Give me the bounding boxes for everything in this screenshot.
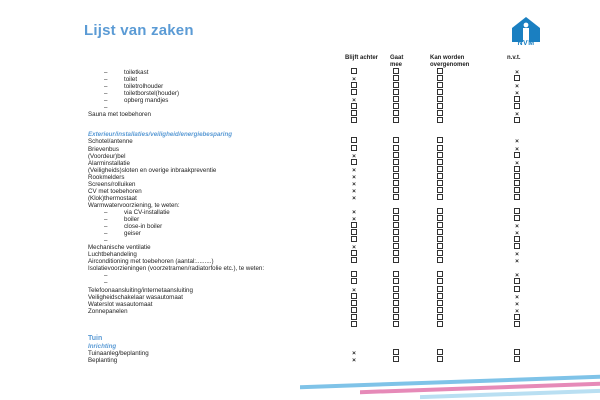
checkbox[interactable] xyxy=(391,258,401,265)
col-header-kan-worden-overgenomen: Kan worden overgenomen xyxy=(430,55,470,68)
table-row xyxy=(88,308,528,315)
checkbox[interactable] xyxy=(435,357,445,364)
checked-box[interactable]: × xyxy=(515,69,519,76)
table-row xyxy=(88,230,528,237)
checked-box[interactable]: × xyxy=(515,230,519,238)
row-label: Telefoonaansluiting/internetaansluiting xyxy=(88,286,193,294)
checked-box[interactable]: × xyxy=(352,349,356,357)
row-dash: – xyxy=(104,272,108,280)
row-dash: – xyxy=(104,97,108,105)
table-row xyxy=(88,167,528,174)
checkbox[interactable] xyxy=(512,118,522,125)
row-label: Mechanische ventilatie xyxy=(88,244,151,252)
table-row xyxy=(88,244,528,251)
row-label: (Klok)thermostaat xyxy=(88,194,137,202)
table-row xyxy=(88,181,528,188)
table-row xyxy=(88,195,528,202)
checkbox[interactable] xyxy=(512,216,522,223)
table-row xyxy=(88,188,528,195)
row-label: boiler xyxy=(124,216,140,223)
checkbox[interactable] xyxy=(512,322,522,329)
row-label: Tuin xyxy=(88,334,103,342)
checkbox[interactable] xyxy=(349,237,359,244)
table-row xyxy=(88,350,528,357)
checked-box[interactable]: × xyxy=(515,307,519,315)
table-row xyxy=(88,118,528,125)
table-row xyxy=(88,160,528,167)
checkbox[interactable] xyxy=(349,118,359,125)
table-row xyxy=(88,258,528,265)
table-row xyxy=(88,357,528,364)
row-label: (Voordeur)bel xyxy=(88,152,126,160)
row-label: (Veiligheids)sloten en overige inbraakpreventie xyxy=(88,166,217,174)
table-row xyxy=(88,209,528,216)
row-label: Brievenbus xyxy=(88,145,119,153)
table-row xyxy=(88,76,528,83)
row-label: Beplanting xyxy=(88,356,118,364)
checked-box[interactable]: × xyxy=(352,208,356,216)
row-dash: – xyxy=(104,76,108,84)
table-row xyxy=(88,90,528,97)
table-row xyxy=(88,251,528,258)
row-label: Screens/rolluiken xyxy=(88,180,136,188)
checkbox[interactable] xyxy=(512,195,522,202)
table-row xyxy=(88,216,528,223)
checkbox[interactable] xyxy=(435,195,445,202)
checked-box[interactable]: × xyxy=(352,180,356,188)
table-row xyxy=(88,265,528,272)
row-label: toilet xyxy=(124,76,138,84)
checkbox[interactable] xyxy=(512,287,522,294)
col-header-blijft-achter: Blijft achter xyxy=(345,55,379,61)
page-title: Lijst van zaken xyxy=(84,22,194,39)
row-label: Luchtbehandeling xyxy=(88,251,137,259)
row-label: close-in boiler xyxy=(124,223,163,231)
table-row xyxy=(88,83,528,90)
row-dash: – xyxy=(104,208,108,216)
row-label: Veiligheidschakelaar wasautomaat xyxy=(88,293,183,301)
row-dash: – xyxy=(104,90,108,98)
checked-box[interactable]: × xyxy=(352,173,356,181)
checked-box[interactable]: × xyxy=(352,286,356,294)
checked-box[interactable]: × xyxy=(352,187,356,195)
checkbox[interactable] xyxy=(349,279,359,286)
table-row xyxy=(88,111,528,118)
col-header-gaat-mee: Gaat mee xyxy=(390,55,404,68)
checked-box[interactable]: × xyxy=(352,166,356,174)
checked-box[interactable]: × xyxy=(515,138,519,146)
table-row xyxy=(88,294,528,301)
table-row xyxy=(88,153,528,160)
checked-box[interactable]: × xyxy=(515,258,519,266)
checkbox[interactable] xyxy=(391,118,401,125)
row-label: toiletborstel(houder) xyxy=(124,90,180,98)
row-dash: – xyxy=(104,104,108,112)
checked-box[interactable]: × xyxy=(515,111,519,119)
checkbox[interactable] xyxy=(512,357,522,364)
table-row xyxy=(88,202,528,209)
row-label: Rookmelders xyxy=(88,173,125,181)
checked-box[interactable]: × xyxy=(515,223,519,231)
table-row xyxy=(88,223,528,230)
row-label: geiser xyxy=(124,230,141,238)
checkbox[interactable] xyxy=(512,153,522,160)
checked-box[interactable]: × xyxy=(352,76,356,84)
checked-box[interactable]: × xyxy=(515,145,519,153)
row-label: Isolatievoorzieningen (voorzetramen/radiatorfolie etc.), te weten: xyxy=(88,265,265,273)
row-label: Sauna met toebehoren xyxy=(88,111,151,119)
row-label: Airconditioning met toebehoren (aantal:.........) xyxy=(88,258,214,266)
row-label: via CV-installatie xyxy=(124,208,170,216)
row-label: toiletrolhouder xyxy=(124,83,164,91)
nvm-logo-text: NVM xyxy=(517,40,535,47)
row-dash: – xyxy=(104,83,108,91)
row-label: Inrichting xyxy=(88,342,117,350)
checkbox[interactable] xyxy=(349,146,359,153)
row-label: Tuinaanleg/beplanting xyxy=(88,349,149,357)
checked-box[interactable]: × xyxy=(515,272,519,280)
row-dash: – xyxy=(104,216,108,223)
checked-box[interactable]: × xyxy=(352,356,356,364)
checkbox[interactable] xyxy=(349,322,359,329)
table-row xyxy=(88,174,528,181)
checkbox[interactable] xyxy=(349,160,359,167)
table-row xyxy=(88,272,528,279)
row-dash: – xyxy=(104,279,108,287)
checkbox[interactable] xyxy=(512,244,522,251)
checked-box[interactable]: × xyxy=(515,300,519,308)
checked-box[interactable]: × xyxy=(515,90,519,98)
checkbox[interactable] xyxy=(391,322,401,329)
checkbox[interactable] xyxy=(512,104,522,111)
table-row xyxy=(88,138,528,145)
row-label: Schotel/antenne xyxy=(88,138,133,146)
row-label: Alarminstallatie xyxy=(88,159,130,167)
row-label: Warmwatervoorziening, te weten: xyxy=(88,201,180,209)
checked-box[interactable]: × xyxy=(352,152,356,160)
table-row xyxy=(88,287,528,294)
checked-box[interactable]: × xyxy=(352,216,356,223)
table-row xyxy=(88,104,528,111)
checked-box[interactable]: × xyxy=(515,293,519,301)
row-label: Waterslot wasautomaat xyxy=(88,300,153,308)
row-label: Zonnepanelen xyxy=(88,307,128,315)
checked-box[interactable]: × xyxy=(515,159,519,167)
checkbox[interactable] xyxy=(435,118,445,125)
checkbox[interactable] xyxy=(391,195,401,202)
checkbox[interactable] xyxy=(512,76,522,83)
checked-box[interactable]: × xyxy=(515,83,519,91)
checkbox[interactable] xyxy=(391,357,401,364)
col-header-nvt: n.v.t. xyxy=(507,55,521,61)
checked-box[interactable]: × xyxy=(352,97,356,105)
table-row xyxy=(88,69,528,76)
section-heading xyxy=(88,131,528,138)
row-label: Exterieur/installaties/veiligheid/energiebesparing xyxy=(88,131,233,139)
table-row xyxy=(88,279,528,286)
checkbox[interactable] xyxy=(435,258,445,265)
checked-box[interactable]: × xyxy=(352,244,356,252)
table-row xyxy=(88,322,528,329)
checkbox[interactable] xyxy=(349,69,359,76)
row-dash: – xyxy=(104,230,108,238)
table-row xyxy=(88,315,528,322)
row-label: opberg mandjes xyxy=(124,97,169,105)
row-dash: – xyxy=(104,237,108,245)
checked-box[interactable]: × xyxy=(515,251,519,259)
table-row xyxy=(88,97,528,104)
row-dash: – xyxy=(104,223,108,231)
row-dash: – xyxy=(104,69,108,76)
table-row xyxy=(88,146,528,153)
checkbox[interactable] xyxy=(349,90,359,97)
section-heading xyxy=(88,335,528,342)
checked-box[interactable]: × xyxy=(352,194,356,202)
checkbox[interactable] xyxy=(435,322,445,329)
row-label: toiletkast xyxy=(124,69,149,76)
row-label: CV met toebehoren xyxy=(88,187,142,195)
table-row xyxy=(88,237,528,244)
checkbox[interactable] xyxy=(349,258,359,265)
section-heading xyxy=(88,343,528,350)
table-row xyxy=(88,301,528,308)
